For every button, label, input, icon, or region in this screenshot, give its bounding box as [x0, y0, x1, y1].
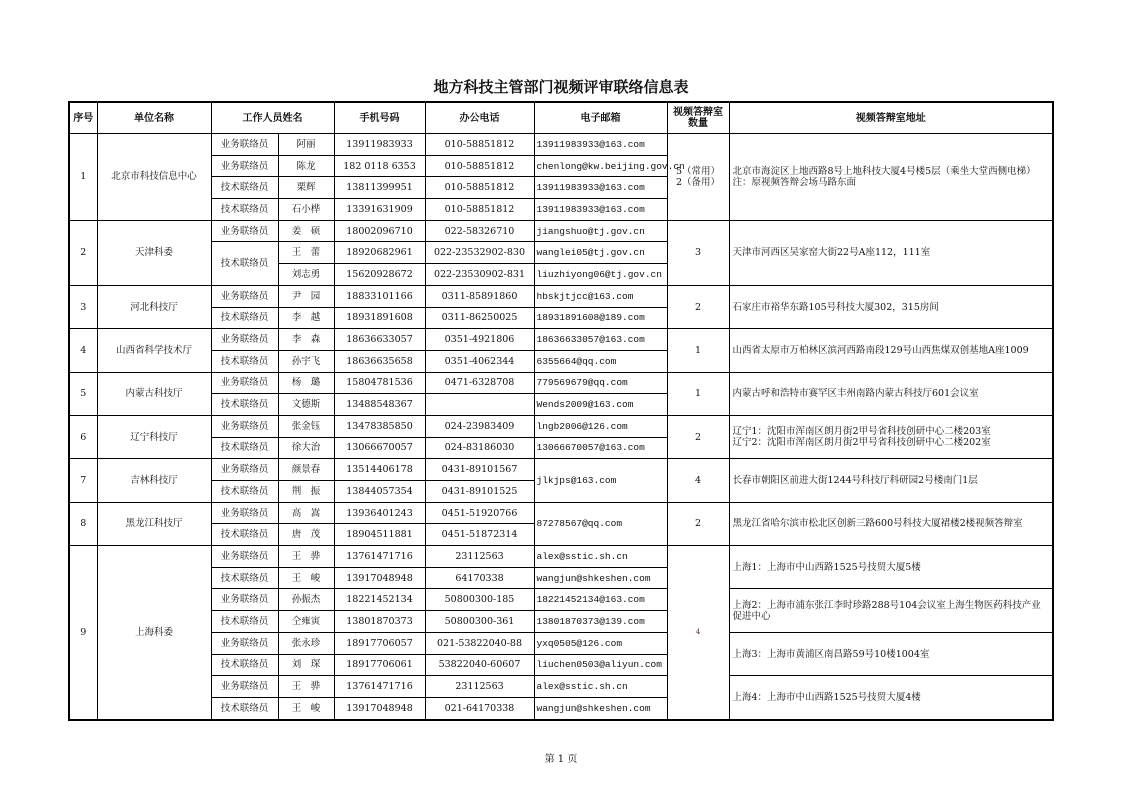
office-phone: 64170338: [425, 567, 534, 589]
staff-role: 技术联络员: [211, 177, 278, 199]
mobile-number: 13391631909: [334, 199, 425, 221]
table-row: [69, 134, 1053, 156]
email: lngb2006@126.com: [534, 415, 667, 437]
room-address: 辽宁1：沈阳市浑南区朗月街2甲号省科技创研中心二楼203室 辽宁2：沈阳市浑南区朗月街2甲号省科技创研中心二楼202室: [729, 415, 1053, 458]
email: Wends2009@163.com: [534, 394, 667, 416]
staff-role: 技术联络员: [211, 567, 278, 589]
room-count: 2: [667, 415, 729, 458]
office-phone: 022-23530902-831: [425, 264, 534, 286]
room-count: 4: [667, 546, 729, 720]
unit-number: 1: [69, 134, 97, 221]
staff-name: 唐 茂: [278, 524, 334, 546]
staff-name: 王 骅: [278, 546, 334, 568]
mobile-number: 18920682961: [334, 242, 425, 264]
email: wangjun@shkeshen.com: [534, 697, 667, 719]
staff-role: 业务联络员: [211, 502, 278, 524]
staff-role: 技术联络员: [211, 697, 278, 719]
room-address: 天津市河西区吴家窑大街22号A座112，111室: [729, 220, 1053, 285]
staff-role: 业务联络员: [211, 134, 278, 156]
unit-number: 5: [69, 372, 97, 415]
staff-role: 业务联络员: [211, 415, 278, 437]
office-phone: 010-58851812: [425, 177, 534, 199]
staff-role: 业务联络员: [211, 220, 278, 242]
mobile-number: 18904511881: [334, 524, 425, 546]
staff-name: 李 森: [278, 329, 334, 351]
unit-name: 黑龙江科技厅: [97, 502, 211, 545]
staff-role: 业务联络员: [211, 372, 278, 394]
staff-role: 业务联络员: [211, 459, 278, 481]
email: 13801870373@139.com: [534, 611, 667, 633]
header-row: [69, 102, 1053, 134]
staff-name: 李 越: [278, 307, 334, 329]
staff-role: 技术联络员: [211, 654, 278, 676]
unit-number: 3: [69, 285, 97, 328]
staff-name: 王 蕾: [278, 242, 334, 264]
header-staff: 工作人员姓名: [211, 102, 334, 134]
unit-number: 4: [69, 329, 97, 372]
room-count: 4: [667, 459, 729, 502]
staff-role: 技术联络员: [211, 394, 278, 416]
email: hbskjtjcc@163.com: [534, 285, 667, 307]
header-room-address: 视频答辩室地址: [729, 102, 1053, 134]
office-phone: 022-58326710: [425, 220, 534, 242]
room-address: 北京市海淀区上地西路8号上地科技大厦4号楼5层（乘坐大堂西侧电梯） 注：原视频答辩会场马路东面: [729, 134, 1053, 221]
unit-name: 吉林科技厅: [97, 459, 211, 502]
table-row: [69, 372, 1053, 394]
staff-role: 业务联络员: [211, 329, 278, 351]
email: chenlong@kw.beijing.gov.cn: [534, 155, 667, 177]
table-row: [69, 676, 1053, 698]
staff-role: 技术联络员: [211, 307, 278, 329]
mobile-number: 18833101166: [334, 285, 425, 307]
mobile-number: 18002096710: [334, 220, 425, 242]
staff-name: 张金钰: [278, 415, 334, 437]
unit-number: 7: [69, 459, 97, 502]
unit-name: 山西省科学技术厅: [97, 329, 211, 372]
email: 18931891608@189.com: [534, 307, 667, 329]
staff-name: 张永珍: [278, 632, 334, 654]
mobile-number: 182 0118 6353: [334, 155, 425, 177]
email: 18636633057@163.com: [534, 329, 667, 351]
office-phone: 0431-89101525: [425, 481, 534, 503]
contact-table: [68, 101, 1054, 721]
unit-name: 上海科委: [97, 546, 211, 720]
mobile-number: 13761471716: [334, 676, 425, 698]
staff-name: 栗辉: [278, 177, 334, 199]
room-address: 上海4：上海市中山西路1525号技贸大厦4楼: [729, 676, 1053, 720]
staff-role: 业务联络员: [211, 676, 278, 698]
office-phone: 010-58851812: [425, 199, 534, 221]
staff-name: 徐大治: [278, 437, 334, 459]
mobile-number: 13811399951: [334, 177, 425, 199]
email: 13911983933@163.com: [534, 177, 667, 199]
header-mobile: 手机号码: [334, 102, 425, 134]
staff-name: 刘 琛: [278, 654, 334, 676]
page-number: 第 1 页: [544, 754, 578, 765]
staff-name: 孙振杰: [278, 589, 334, 611]
email: liuzhiyong06@tj.gov.cn: [534, 264, 667, 286]
mobile-number: 13514406178: [334, 459, 425, 481]
mobile-number: 18931891608: [334, 307, 425, 329]
office-phone: 0351-4921806: [425, 329, 534, 351]
mobile-number: 13066670057: [334, 437, 425, 459]
staff-name: 文德斯: [278, 394, 334, 416]
office-phone: 0431-89101567: [425, 459, 534, 481]
page-title: 地方科技主管部门视频评审联络信息表: [433, 78, 689, 96]
room-address: 黑龙江省哈尔滨市松北区创新三路600号科技大厦裙楼2楼视频答辩室: [729, 502, 1053, 545]
email: 6355664@qq.com: [534, 350, 667, 372]
room-address: 内蒙古呼和浩特市赛罕区丰州南路内蒙古科技厅601会议室: [729, 372, 1053, 415]
email: 13066670057@163.com: [534, 437, 667, 459]
staff-name: 孙宇飞: [278, 350, 334, 372]
staff-name: 石小桦: [278, 199, 334, 221]
room-address: 山西省太原市万柏林区滨河西路南段129号山西焦煤双创基地A座1009: [729, 329, 1053, 372]
mobile-number: 18917706057: [334, 632, 425, 654]
staff-name: 颜景春: [278, 459, 334, 481]
email: jiangshuo@tj.gov.cn: [534, 220, 667, 242]
table-row: [69, 415, 1053, 437]
header-unit: 单位名称: [97, 102, 211, 134]
staff-role: 业务联络员: [211, 589, 278, 611]
room-count: 1: [667, 329, 729, 372]
staff-role: 业务联络员: [211, 546, 278, 568]
office-phone: 024-83186030: [425, 437, 534, 459]
email: wanglei05@tj.gov.cn: [534, 242, 667, 264]
office-phone: 0311-86250025: [425, 307, 534, 329]
staff-name: 王 峻: [278, 697, 334, 719]
header-email: 电子邮箱: [534, 102, 667, 134]
room-address: 上海2：上海市浦东张江李时珍路288号104会议室上海生物医药科技产业促进中心: [729, 589, 1053, 632]
office-phone: 53822040-60607: [425, 654, 534, 676]
staff-name: 高 嵩: [278, 502, 334, 524]
mobile-number: 18636635658: [334, 350, 425, 372]
staff-name: 尹 园: [278, 285, 334, 307]
staff-name: 陈龙: [278, 155, 334, 177]
table-row: [69, 459, 1053, 481]
staff-role: 技术联络员: [211, 199, 278, 221]
staff-name: 荆 振: [278, 481, 334, 503]
office-phone: 50800300-361: [425, 611, 534, 633]
unit-name: 天津科委: [97, 220, 211, 285]
unit-number: 9: [69, 546, 97, 720]
office-phone: 021-64170338: [425, 697, 534, 719]
mobile-number: 13761471716: [334, 546, 425, 568]
email: 18221452134@163.com: [534, 589, 667, 611]
office-phone: 010-58851812: [425, 155, 534, 177]
room-count: 2: [667, 502, 729, 545]
office-phone: 024-23983409: [425, 415, 534, 437]
email: alex@sstic.sh.cn: [534, 546, 667, 568]
room-address: 上海3：上海市黄浦区南昌路59号10楼1004室: [729, 632, 1053, 675]
mobile-number: 15804781536: [334, 372, 425, 394]
office-phone: 0451-51872314: [425, 524, 534, 546]
table-row: [69, 546, 1053, 568]
table-row: [69, 502, 1053, 524]
email: 87278567@qq.com: [534, 502, 667, 545]
email: liuchen0503@aliyun.com: [534, 654, 667, 676]
table-row: [69, 632, 1053, 654]
staff-name: 阿丽: [278, 134, 334, 156]
office-phone: 0451-51920766: [425, 502, 534, 524]
mobile-number: 13936401243: [334, 502, 425, 524]
email: 13911983933@163.com: [534, 199, 667, 221]
staff-role: 技术联络员: [211, 481, 278, 503]
unit-name: 辽宁科技厅: [97, 415, 211, 458]
office-phone: 0311-85891860: [425, 285, 534, 307]
room-count: 5（常用） 2（备用）: [667, 134, 729, 221]
staff-name: 王 峻: [278, 567, 334, 589]
office-phone: 010-58851812: [425, 134, 534, 156]
office-phone: 23112563: [425, 546, 534, 568]
unit-name: 河北科技厅: [97, 285, 211, 328]
office-phone: 0351-4062344: [425, 350, 534, 372]
room-address: 石家庄市裕华东路105号科技大厦302，315房间: [729, 285, 1053, 328]
mobile-number: 13801870373: [334, 611, 425, 633]
email: wangjun@shkeshen.com: [534, 567, 667, 589]
room-count: 2: [667, 285, 729, 328]
unit-name: 北京市科技信息中心: [97, 134, 211, 221]
room-address: 长春市朝阳区前进大街1244号科技厅科研园2号楼南门1层: [729, 459, 1053, 502]
staff-role: 业务联络员: [211, 155, 278, 177]
office-phone: 23112563: [425, 676, 534, 698]
mobile-number: 13917048948: [334, 567, 425, 589]
staff-role: 技术联络员: [211, 611, 278, 633]
header-phone: 办公电话: [425, 102, 534, 134]
staff-role: 技术联络员: [211, 437, 278, 459]
unit-number: 2: [69, 220, 97, 285]
mobile-number: 13478385850: [334, 415, 425, 437]
header-no: 序号: [69, 102, 97, 134]
staff-name: 杨 璐: [278, 372, 334, 394]
email: alex@sstic.sh.cn: [534, 676, 667, 698]
mobile-number: 18221452134: [334, 589, 425, 611]
staff-role: 技术联络员: [211, 350, 278, 372]
email: 13911983933@163.com: [534, 134, 667, 156]
office-phone: 0471-6328708: [425, 372, 534, 394]
mobile-number: 13917048948: [334, 697, 425, 719]
staff-role: 业务联络员: [211, 285, 278, 307]
email: 779569679@qq.com: [534, 372, 667, 394]
unit-number: 6: [69, 415, 97, 458]
room-count: 1: [667, 372, 729, 415]
mobile-number: 18917706061: [334, 654, 425, 676]
email: jlkjps@163.com: [534, 459, 667, 502]
mobile-number: 13911983933: [334, 134, 425, 156]
staff-role: 技术联络员: [211, 242, 278, 285]
staff-role: 业务联络员: [211, 632, 278, 654]
table-row: [69, 220, 1053, 242]
unit-number: 8: [69, 502, 97, 545]
staff-name: 姜 硕: [278, 220, 334, 242]
table-row: [69, 589, 1053, 611]
office-phone: 021-53822040-88: [425, 632, 534, 654]
office-phone: 50800300-185: [425, 589, 534, 611]
staff-role: 技术联络员: [211, 524, 278, 546]
office-phone: [425, 394, 534, 416]
unit-name: 内蒙古科技厅: [97, 372, 211, 415]
table-row: [69, 329, 1053, 351]
staff-name: 仝雍寅: [278, 611, 334, 633]
email: yxq0505@126.com: [534, 632, 667, 654]
mobile-number: 13844057354: [334, 481, 425, 503]
room-count: 3: [667, 220, 729, 285]
table-row: [69, 285, 1053, 307]
mobile-number: 13488548367: [334, 394, 425, 416]
mobile-number: 15620928672: [334, 264, 425, 286]
office-phone: 022-23532902-830: [425, 242, 534, 264]
staff-name: 刘志勇: [278, 264, 334, 286]
mobile-number: 18636633057: [334, 329, 425, 351]
room-address: 上海1：上海市中山西路1525号技贸大厦5楼: [729, 546, 1053, 589]
staff-name: 王 骅: [278, 676, 334, 698]
header-room-count: 视频答辩室数量: [667, 102, 729, 134]
